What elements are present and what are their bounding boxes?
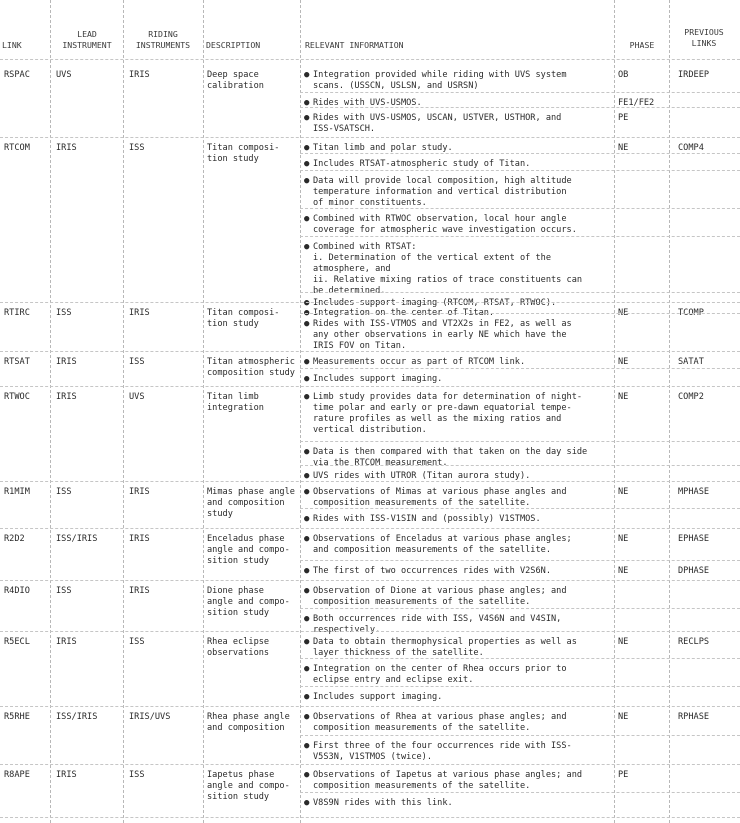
riding-instruments: IRIS xyxy=(129,534,150,544)
bullet-icon: ● xyxy=(304,374,310,384)
note-line: layer thickness of the satellite. xyxy=(313,648,484,658)
lead-instrument: UVS xyxy=(56,70,72,80)
note-line: Observation of Dione at various phase angles; and xyxy=(313,586,567,596)
bullet-icon: ● xyxy=(304,357,310,367)
lead-instrument: IRIS xyxy=(56,143,77,153)
note-line: Observations of Mimas at various phase angles and xyxy=(313,487,567,497)
header-relevant-information: RELEVANT INFORMATION xyxy=(305,40,404,50)
bullet-icon: ● xyxy=(304,447,310,457)
header-previous-1: PREVIOUS xyxy=(684,27,724,37)
phase-value: NE xyxy=(618,357,629,367)
phase-value: PE xyxy=(618,113,629,123)
note-line: composition measurements of the satellite. xyxy=(313,597,531,607)
riding-instruments: IRIS xyxy=(129,70,150,80)
bullet-icon: ● xyxy=(304,471,310,481)
note-line: Rides with ISS-VTMOS and VT2X2s in FE2, as well as xyxy=(313,319,572,329)
bullet-icon: ● xyxy=(304,637,310,647)
note-rule xyxy=(300,368,740,369)
bullet-icon: ● xyxy=(304,692,310,702)
note-rule xyxy=(300,92,740,93)
header-riding-2: INSTRUMENTS xyxy=(135,40,191,50)
previous-link: RECLPS xyxy=(678,637,710,647)
link-code: R1MIM xyxy=(4,487,30,497)
phase-value: NE xyxy=(618,392,629,402)
note-line: Includes RTSAT-atmospheric study of Titan. xyxy=(313,159,531,169)
header-phase: PHASE xyxy=(629,40,655,50)
phase-value: NE xyxy=(618,487,629,497)
note-line: Rides with UVS-USMOS, USCAN, USTVER, USTHOR, and xyxy=(313,113,562,123)
riding-instruments: IRIS xyxy=(129,586,150,596)
bullet-icon: ● xyxy=(304,614,310,624)
note-line: Integration on the center of Rhea occurs prior to xyxy=(313,664,567,674)
lead-instrument: ISS/IRIS xyxy=(56,712,98,722)
description-line: Rhea phase angle xyxy=(207,712,290,722)
riding-instruments: IRIS/UVS xyxy=(129,712,171,722)
note-line: time polar and early or pre-dawn equatorial tempe- xyxy=(313,403,572,413)
bullet-icon: ● xyxy=(304,176,310,186)
note-rule xyxy=(300,735,740,736)
note-line: Observations of Rhea at various phase angles; and xyxy=(313,712,567,722)
phase-value: NE xyxy=(618,637,629,647)
note-rule xyxy=(0,580,740,581)
bullet-icon: ● xyxy=(304,487,310,497)
note-line: Combined with RTSAT: xyxy=(313,242,417,252)
note-line: ISS-VSATSCH. xyxy=(313,124,376,134)
note-rule xyxy=(300,441,740,442)
note-rule xyxy=(300,792,740,793)
bullet-icon: ● xyxy=(304,159,310,169)
riding-instruments: ISS xyxy=(129,770,145,780)
description-line: Rhea eclipse xyxy=(207,637,270,647)
bullet-icon: ● xyxy=(304,741,310,751)
note-line: composition measurements of the satellite. xyxy=(313,498,531,508)
header-lead-2: INSTRUMENT xyxy=(62,40,112,50)
riding-instruments: IRIS xyxy=(129,487,150,497)
description-line: Mimas phase angle xyxy=(207,487,295,497)
description-line: Titan limb xyxy=(207,392,259,402)
header-description: DESCRIPTION xyxy=(206,40,261,50)
note-line: rature profiles as well as the mixing ratios and xyxy=(313,414,562,424)
column-divider xyxy=(614,0,615,823)
note-line: Includes support imaging. xyxy=(313,374,443,384)
note-line: Data will provide local composition, high altitude xyxy=(313,176,572,186)
phase-value: PE xyxy=(618,770,629,780)
lead-instrument: ISS/IRIS xyxy=(56,534,98,544)
bullet-icon: ● xyxy=(304,70,310,80)
column-divider xyxy=(300,0,301,823)
header-previous-2: LINKS xyxy=(691,38,717,48)
note-line: respectively. xyxy=(313,625,381,635)
note-line: scans. (USSCN, USLSN, and USRSN) xyxy=(313,81,479,91)
header-lead-1: LEAD xyxy=(77,29,97,39)
description-line: and composition xyxy=(207,723,285,733)
lead-instrument: ISS xyxy=(56,487,72,497)
note-line: Integration provided while riding with UVS system xyxy=(313,70,567,80)
note-rule xyxy=(300,313,740,314)
note-line: Rides with UVS-USMOS. xyxy=(313,98,422,108)
note-line: via the RTCOM measurement. xyxy=(313,458,448,468)
note-line: composition measurements of the satellite. xyxy=(313,781,531,791)
lead-instrument: IRIS xyxy=(56,357,77,367)
column-divider xyxy=(123,0,124,823)
note-line: Measurements occur as part of RTCOM link. xyxy=(313,357,526,367)
note-rule xyxy=(300,153,740,154)
previous-link: RPHASE xyxy=(678,712,710,722)
bullet-icon: ● xyxy=(304,566,310,576)
description-line: sition study xyxy=(207,556,270,566)
bullet-icon: ● xyxy=(304,798,310,808)
bullet-icon: ● xyxy=(304,308,310,318)
note-line: ii. Relative mixing ratios of trace constituents can xyxy=(313,275,583,285)
note-rule xyxy=(0,631,740,632)
note-line: atmosphere, and xyxy=(313,264,391,274)
bullet-icon: ● xyxy=(304,98,310,108)
note-rule xyxy=(300,107,740,108)
header-link: LINK xyxy=(2,40,22,50)
note-line: composition measurements of the satellite. xyxy=(313,723,531,733)
note-line: coverage for atmospheric wave investigation occurs. xyxy=(313,225,577,235)
riding-instruments: ISS xyxy=(129,143,145,153)
link-code: RSPAC xyxy=(4,70,30,80)
note-line: i. Determination of the vertical extent of the xyxy=(313,253,551,263)
description-line: composition study xyxy=(207,368,295,378)
description-line: observations xyxy=(207,648,270,658)
link-code: R8APE xyxy=(4,770,30,780)
previous-link: EPHASE xyxy=(678,534,710,544)
link-code: RTCOM xyxy=(4,143,30,153)
previous-link: COMP4 xyxy=(678,143,704,153)
note-line: of minor constituents. xyxy=(313,198,427,208)
note-line: Data to obtain thermophysical properties as well as xyxy=(313,637,577,647)
note-line: UVS rides with UTROR (Titan aurora study). xyxy=(313,471,531,481)
note-rule xyxy=(300,236,740,237)
description-line: angle and compo- xyxy=(207,597,290,607)
note-line: Rides with ISS-V1SIN and (possibly) V1STMOS. xyxy=(313,514,541,524)
note-line: Observations of Enceladus at various phase angles; xyxy=(313,534,572,544)
description-line: Titan composi- xyxy=(207,143,280,153)
note-rule xyxy=(0,706,740,707)
note-rule xyxy=(300,560,740,561)
note-rule xyxy=(300,608,740,609)
riding-instruments: UVS xyxy=(129,392,145,402)
note-rule xyxy=(300,508,740,509)
note-line: temperature information and vertical distribution xyxy=(313,187,567,197)
phase-value: NE xyxy=(618,308,629,318)
phase-value: NE xyxy=(618,143,629,153)
bullet-icon: ● xyxy=(304,298,310,308)
link-code: RTWOC xyxy=(4,392,30,402)
bullet-icon: ● xyxy=(304,113,310,123)
note-line: Combined with RTWOC observation, local hour angle xyxy=(313,214,567,224)
riding-instruments: ISS xyxy=(129,357,145,367)
note-rule xyxy=(0,817,740,818)
description-line: Titan composi- xyxy=(207,308,280,318)
note-rule xyxy=(300,686,740,687)
note-line: Includes support imaging. xyxy=(313,692,443,702)
bullet-icon: ● xyxy=(304,214,310,224)
link-code: R5RHE xyxy=(4,712,30,722)
previous-link: MPHASE xyxy=(678,487,710,497)
previous-link: SATAT xyxy=(678,357,704,367)
note-line: Data is then compared with that taken on the day side xyxy=(313,447,588,457)
note-line: V8S9N rides with this link. xyxy=(313,798,453,808)
description-line: sition study xyxy=(207,792,270,802)
note-rule xyxy=(0,764,740,765)
previous-link: TCOMP xyxy=(678,308,704,318)
lead-instrument: IRIS xyxy=(56,770,77,780)
description-line: Iapetus phase xyxy=(207,770,275,780)
riding-instruments: ISS xyxy=(129,637,145,647)
description-line: Deep space xyxy=(207,70,259,80)
note-rule xyxy=(300,292,740,293)
note-rule xyxy=(0,481,740,482)
description-line: and composition xyxy=(207,498,285,508)
note-line: IRIS FOV on Titan. xyxy=(313,341,407,351)
note-line: and composition measurements of the satellite. xyxy=(313,545,551,555)
note-line: vertical distribution. xyxy=(313,425,427,435)
lead-instrument: IRIS xyxy=(56,637,77,647)
phase-value: FE1/FE2 xyxy=(618,98,655,108)
link-code: RTIRC xyxy=(4,308,30,318)
description-line: sition study xyxy=(207,608,270,618)
phase-value: NE xyxy=(618,534,629,544)
note-line: First three of the four occurrences ride with ISS- xyxy=(313,741,572,751)
column-divider xyxy=(203,0,204,823)
note-line: any other observations in early NE which have the xyxy=(313,330,567,340)
bullet-icon: ● xyxy=(304,770,310,780)
note-rule xyxy=(300,170,740,171)
description-line: angle and compo- xyxy=(207,781,290,791)
previous-link: DPHASE xyxy=(678,566,710,576)
note-rule xyxy=(0,351,740,352)
description-line: Titan atmospheric xyxy=(207,357,295,367)
column-divider xyxy=(669,0,670,823)
bullet-icon: ● xyxy=(304,242,310,252)
riding-instruments: IRIS xyxy=(129,308,150,318)
description-line: calibration xyxy=(207,81,264,91)
link-code: R4DIO xyxy=(4,586,30,596)
previous-link: COMP2 xyxy=(678,392,704,402)
phase-value: NE xyxy=(618,566,629,576)
header-rule xyxy=(0,59,740,60)
link-code: RTSAT xyxy=(4,357,30,367)
lead-instrument: ISS xyxy=(56,308,72,318)
phase-value: OB xyxy=(618,70,629,80)
description-line: Enceladus phase xyxy=(207,534,285,544)
link-code: R2D2 xyxy=(4,534,25,544)
bullet-icon: ● xyxy=(304,534,310,544)
phase-value: NE xyxy=(618,712,629,722)
note-line: Both occurrences ride with ISS, V4S6N and V4SIN, xyxy=(313,614,562,624)
note-line: Integration on the center of Titan. xyxy=(313,308,495,318)
note-line: V5S3N, V1STMOS (twice). xyxy=(313,752,432,762)
header-riding-1: RIDING xyxy=(148,29,178,39)
previous-link: IRDEEP xyxy=(678,70,710,80)
link-code: R5ECL xyxy=(4,637,30,647)
description-line: Dione phase xyxy=(207,586,264,596)
lead-instrument: IRIS xyxy=(56,392,77,402)
note-line: eclipse entry and eclipse exit. xyxy=(313,675,474,685)
lead-instrument: ISS xyxy=(56,586,72,596)
description-line: study xyxy=(207,509,233,519)
description-line: tion study xyxy=(207,319,259,329)
bullet-icon: ● xyxy=(304,664,310,674)
note-line: Observations of Iapetus at various phase angles; and xyxy=(313,770,583,780)
note-rule xyxy=(0,137,740,138)
note-rule xyxy=(300,658,740,659)
bullet-icon: ● xyxy=(304,712,310,722)
note-line: Limb study provides data for determination of night- xyxy=(313,392,583,402)
note-line: Titan limb and polar study. xyxy=(313,143,453,153)
bullet-icon: ● xyxy=(304,514,310,524)
note-line: The first of two occurrences rides with V2S6N. xyxy=(313,566,551,576)
note-rule xyxy=(300,465,740,466)
note-line: be determined. xyxy=(313,286,386,296)
bullet-icon: ● xyxy=(304,143,310,153)
description-line: integration xyxy=(207,403,264,413)
bullet-icon: ● xyxy=(304,586,310,596)
note-line: Includes support imaging (RTCOM, RTSAT, RTWOC). xyxy=(313,298,557,308)
description-line: tion study xyxy=(207,154,259,164)
note-rule xyxy=(0,302,740,303)
note-rule xyxy=(0,386,740,387)
bullet-icon: ● xyxy=(304,319,310,329)
note-rule xyxy=(0,528,740,529)
bullet-icon: ● xyxy=(304,392,310,402)
column-divider xyxy=(50,0,51,823)
note-rule xyxy=(300,208,740,209)
description-line: angle and compo- xyxy=(207,545,290,555)
